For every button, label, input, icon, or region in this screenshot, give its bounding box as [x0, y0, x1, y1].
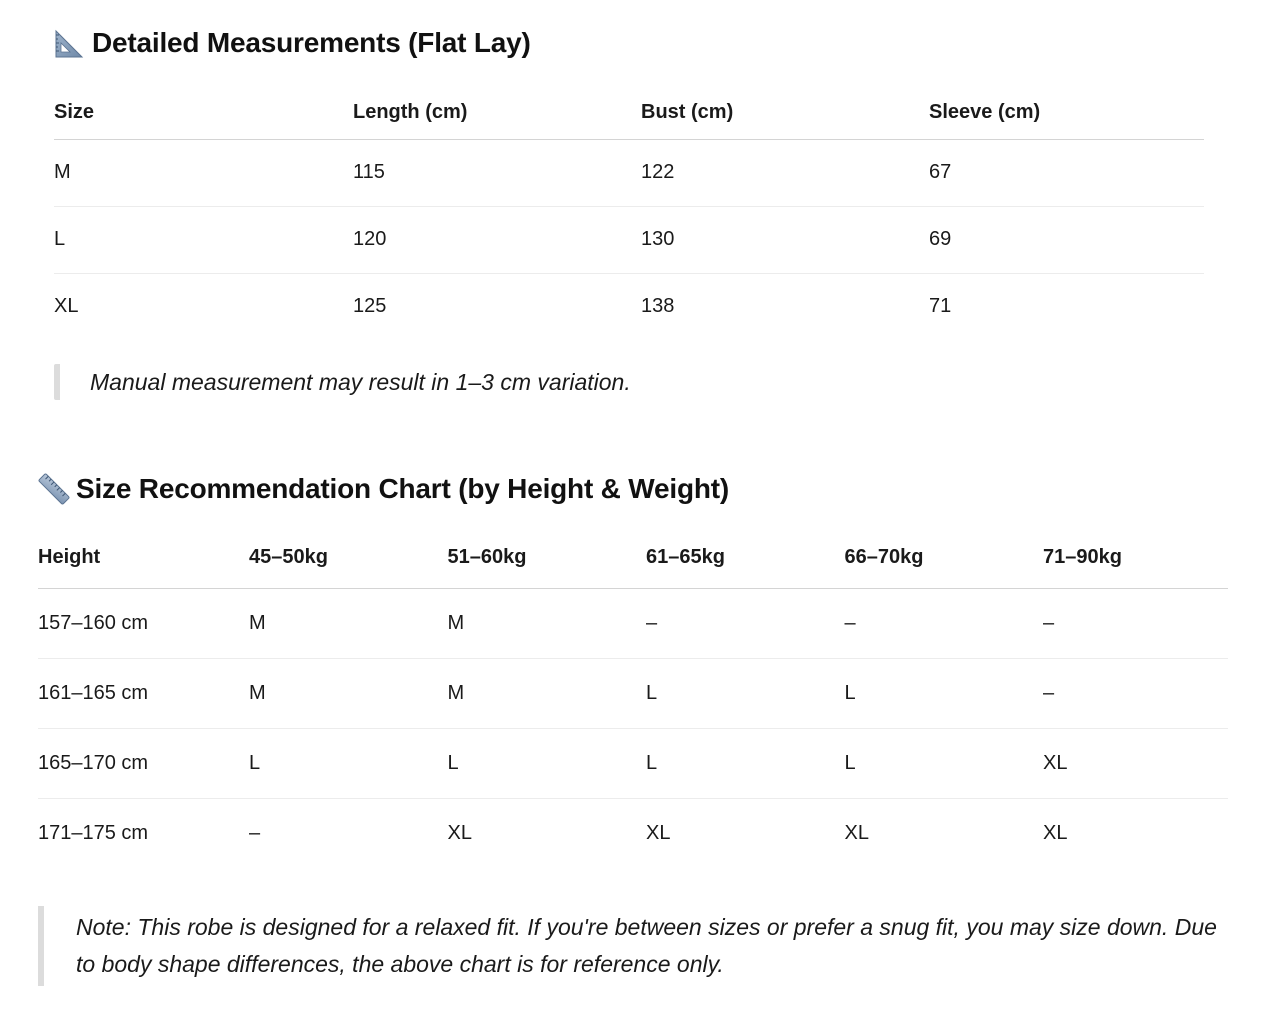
- cell-size: XL: [1043, 751, 1068, 774]
- header-size: Size: [54, 101, 95, 123]
- header-bust: Bust (cm): [641, 101, 734, 123]
- measurements-title-text: Detailed Measurements (Flat Lay): [92, 27, 531, 58]
- cell-size: XL: [447, 821, 472, 844]
- table-row: [54, 206, 1204, 273]
- header-sleeve: Sleeve (cm): [929, 101, 1041, 123]
- cell-height: 157–160 cm: [38, 611, 149, 634]
- triangular-ruler-icon: [54, 27, 86, 59]
- cell-size: XL: [1043, 821, 1068, 844]
- cell-size: M: [447, 681, 465, 704]
- cell-length: 115: [353, 161, 385, 183]
- table-header-row: [38, 534, 1228, 588]
- cell-length: 125: [353, 295, 387, 318]
- table-row: [54, 273, 1204, 340]
- header-weight-range: 45–50kg: [249, 546, 328, 568]
- cell-bust: 130: [641, 228, 675, 250]
- table-row: [38, 658, 1228, 728]
- table-row: [38, 728, 1228, 798]
- fit-note: Note: This robe is designed for a relaxed fit. If you're between sizes or prefer a snug fit, you may size down. Due to body shape differences, the above chart is for reference only.: [38, 906, 1228, 986]
- cell-size: –: [844, 611, 856, 634]
- detailed-measurements-section: [54, 24, 1204, 400]
- table-row: [54, 139, 1204, 206]
- cell-size: L: [646, 681, 658, 704]
- cell-bust: 138: [641, 295, 675, 318]
- cell-size: M: [54, 161, 71, 183]
- cell-bust: 122: [641, 161, 675, 183]
- recommendation-title: [38, 470, 1228, 508]
- straight-ruler-icon: [38, 473, 70, 505]
- cell-size: XL: [844, 821, 869, 844]
- cell-size: –: [646, 611, 658, 634]
- cell-sleeve: 71: [929, 295, 952, 318]
- table-header-row: [54, 88, 1204, 139]
- table-row: [38, 588, 1228, 658]
- cell-size: –: [1043, 611, 1055, 634]
- measurement-variation-note: Manual measurement may result in 1–3 cm variation.: [54, 364, 1204, 400]
- recommendation-table: [38, 534, 1228, 868]
- cell-length: 120: [353, 228, 387, 250]
- header-weight-range: 66–70kg: [844, 546, 924, 568]
- cell-size: XL: [54, 295, 79, 318]
- recommendation-title-text: Size Recommendation Chart (by Height & Weight): [76, 473, 729, 504]
- measurements-title: [54, 24, 1204, 62]
- header-length: Length (cm): [353, 101, 468, 123]
- cell-size: L: [844, 751, 856, 774]
- cell-size: L: [646, 751, 658, 774]
- cell-size: L: [844, 681, 856, 704]
- header-weight-range: 61–65kg: [646, 546, 725, 568]
- cell-sleeve: 67: [929, 161, 952, 183]
- header-weight-range: 51–60kg: [447, 546, 527, 568]
- cell-size: M: [249, 681, 266, 704]
- cell-size: –: [249, 821, 261, 844]
- header-weight-range: 71–90kg: [1043, 546, 1122, 568]
- cell-size: –: [1043, 681, 1055, 704]
- cell-height: 171–175 cm: [38, 821, 149, 844]
- cell-size: M: [249, 611, 266, 634]
- table-row: [38, 798, 1228, 868]
- cell-size: L: [249, 751, 261, 774]
- cell-size: L: [54, 228, 66, 250]
- measurements-table: [54, 88, 1204, 340]
- cell-size: L: [447, 751, 459, 774]
- cell-size: M: [447, 611, 465, 634]
- size-recommendation-section: [38, 470, 1228, 986]
- cell-height: 165–170 cm: [38, 751, 149, 774]
- header-height: Height: [38, 546, 101, 568]
- cell-size: XL: [646, 821, 671, 844]
- cell-height: 161–165 cm: [38, 681, 149, 704]
- cell-sleeve: 69: [929, 228, 952, 250]
